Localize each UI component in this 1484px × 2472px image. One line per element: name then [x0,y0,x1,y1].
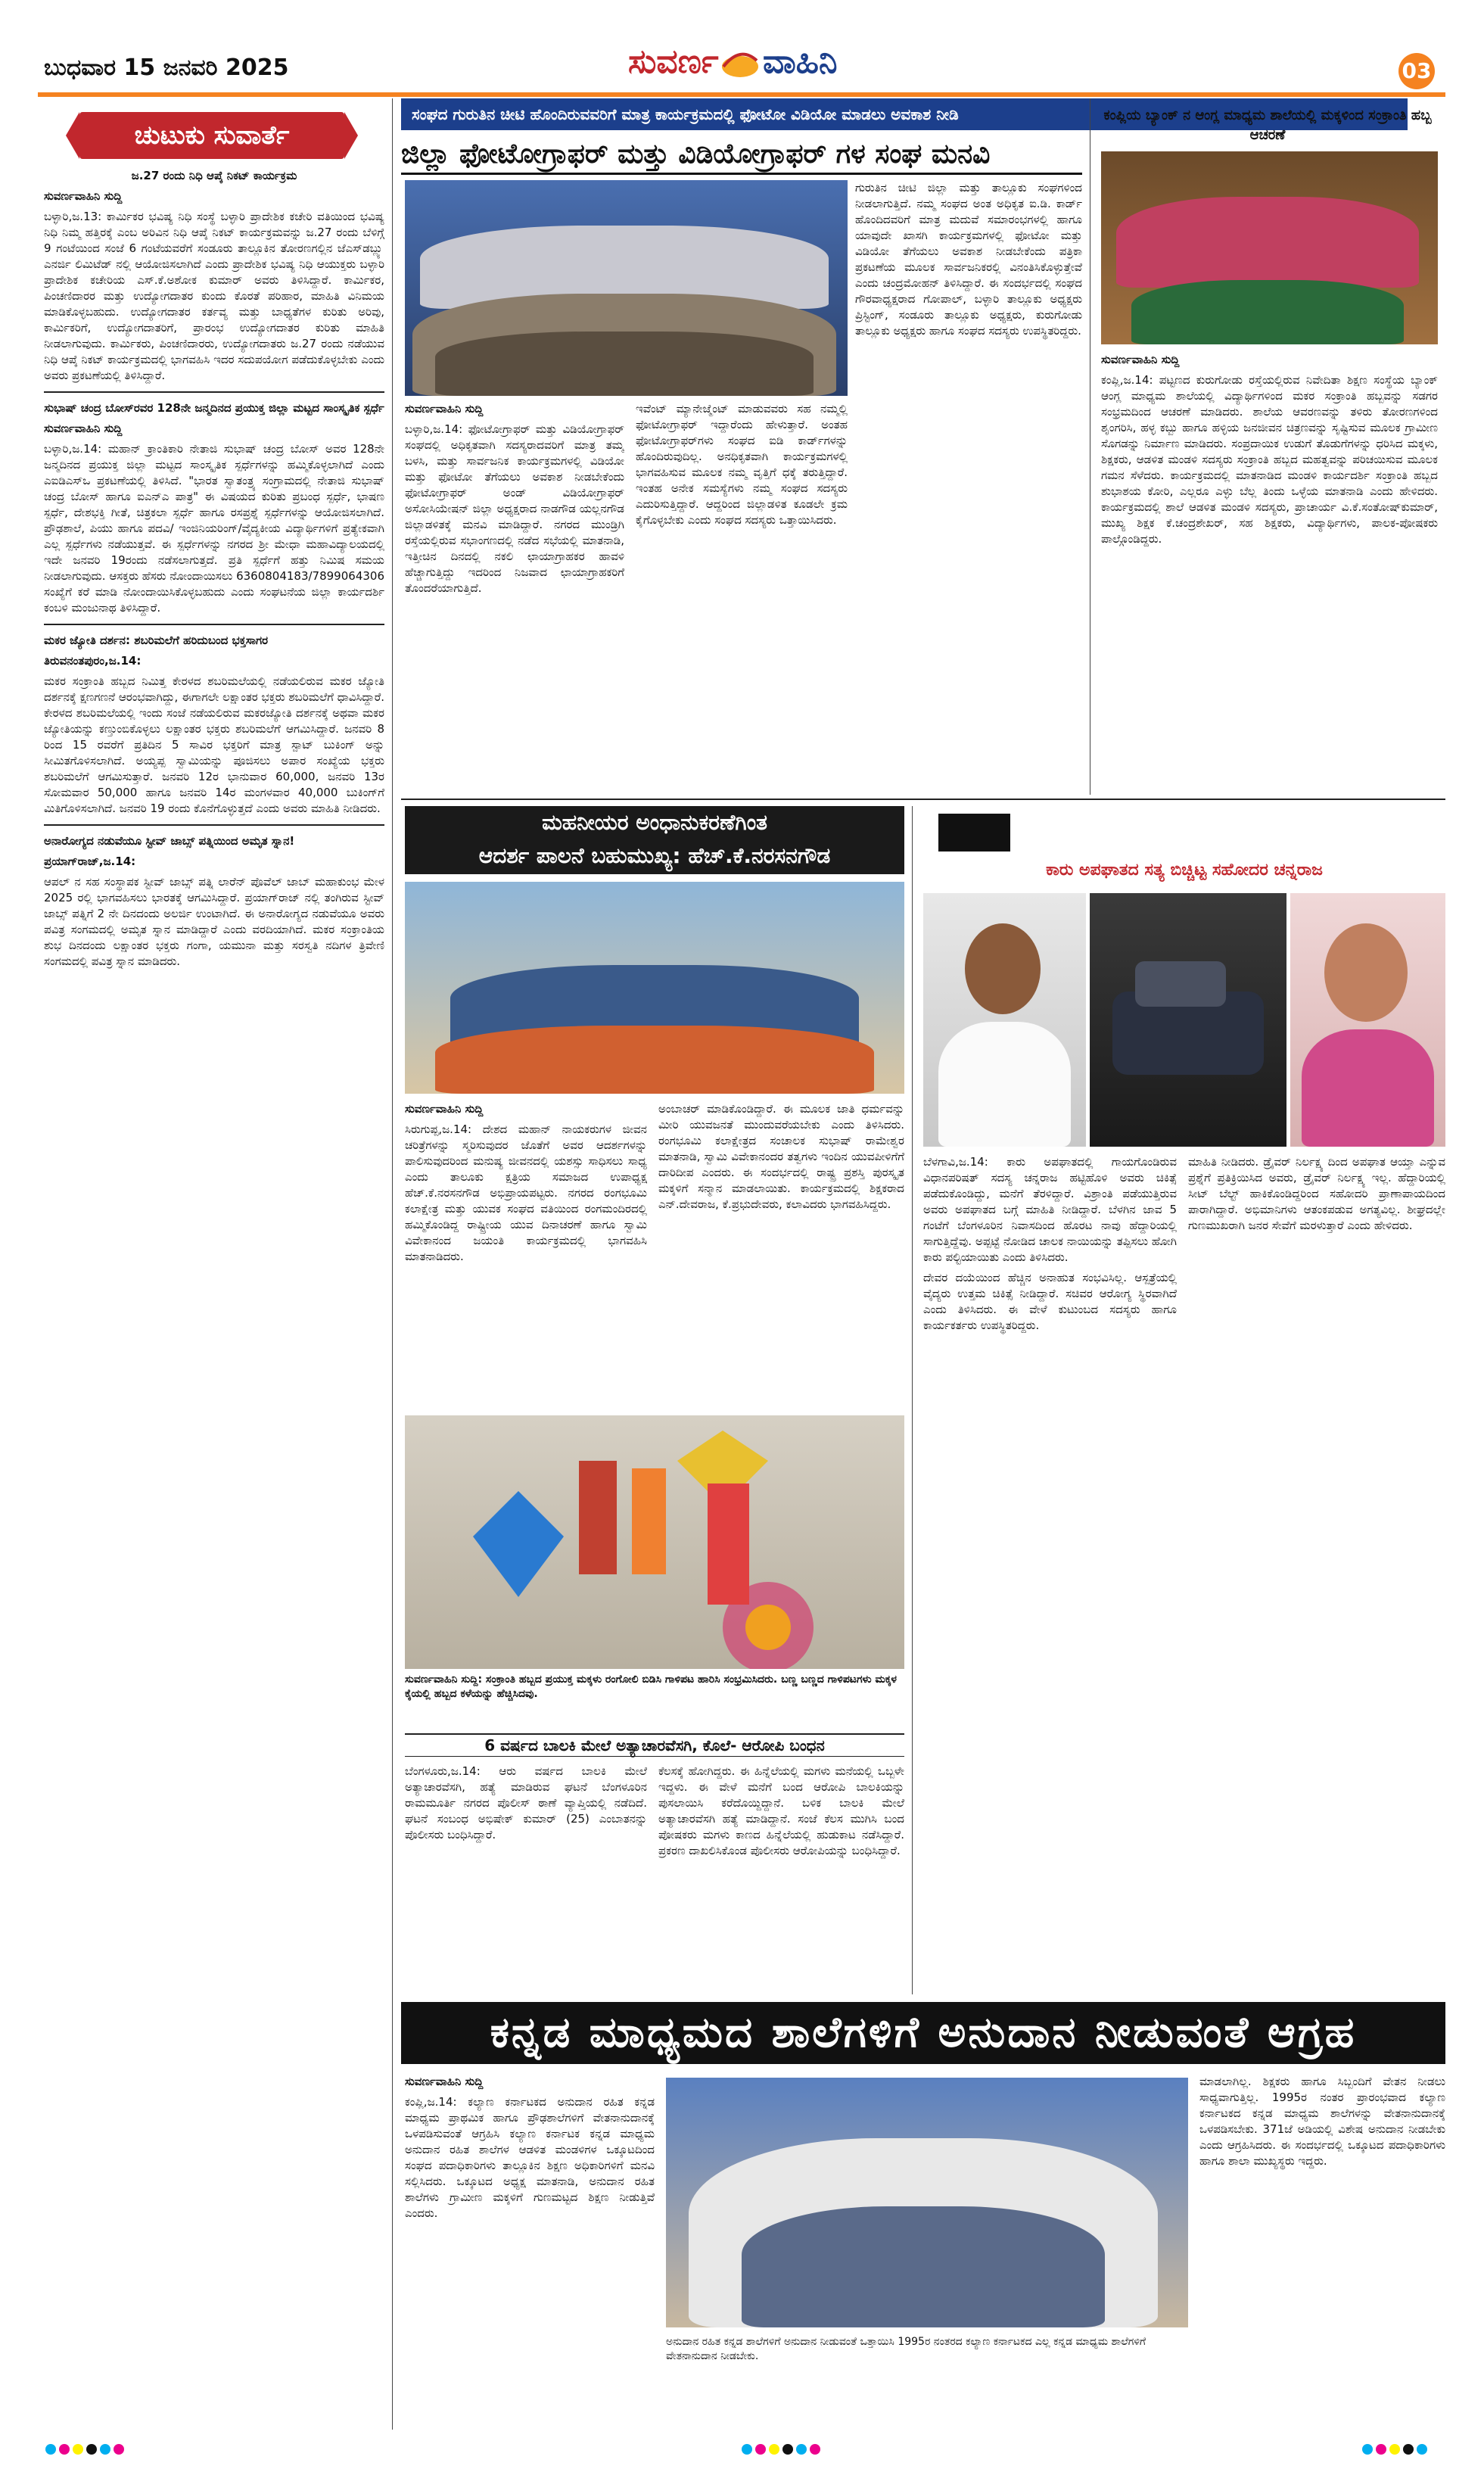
color-registration-marks [1362,2443,1430,2454]
ideal-parenting-body-b: ಅಂಬಾಚರ್ ಮಾಡಿಕೊಂಡಿದ್ದಾರೆ. ಈ ಮೂಲಕ ಜಾತಿ ಧರ್ಮವನ್ನು ಮೀರಿ ಯುವಜನತೆ ಮುಂದುವರೆಯಬೇಕು ಎಂದು ತಿಳಿಸಿದರು. ರಂಗಭೂಮಿ ಕಲಾಕ್ಷೇತ್ರದ ಸಂಚಾಲಕ ಸುಭಾಷ್ ರಾಮೇಶ್ವರ ಮಾತನಾಡಿ, ಸ್ವಾಮಿ ವಿವೇಕಾನಂದರ ತತ್ವಗಳು ಇಂದಿನ ಯುವಪೀಳಿಗೆಗೆ ದಾರಿದೀಪ ಎಂದರು. ಈ ಸಂದರ್ಭದಲ್ಲಿ ರಾಷ್ಟ್ರ ಪ್ರಶಸ್ತಿ ಪುರಸ್ಕೃತ ಮಕ್ಕಳಿಗೆ ಸನ್ಮಾನ ಮಾಡಲಾಯಿತು. ಕಾರ್ಯಕ್ರಮದಲ್ಲಿ ಶಿಕ್ಷಕರಾದ ಎನ್.ದೇವರಾಜ, ಕೆ.ಪ್ರಭುದೇವರು, ಕಲಾವಿದರು ಭಾಗವಹಿಸಿದ್ದರು. [658,1102,904,1211]
brief-news-column [44,168,384,2424]
ideal-parenting-headline-line2: ಆದರ್ಶ ಪಾಲನೆ ಬಹುಮುಖ್ಯ: ಹೆಚ್.ಕೆ.ನರಸನಗೌಡ [478,843,831,868]
photographers-col-a [405,401,624,795]
accident-body-a: ಬೆಳಗಾವಿ,ಜ.14: ಕಾರು ಅಪಘಾತದಲ್ಲಿ ಗಾಯಗೊಂಡಿರುವ ವಿಧಾನಪರಿಷತ್ ಸದಸ್ಯ ಚನ್ನರಾಜ ಹಟ್ಟಿಹೊಳಿ ಅವರು ಚಿಕಿತ್ಸೆ ಪಡೆದುಕೊಂಡಿದ್ದು, ಮನೆಗೆ ತೆರಳಿದ್ದಾರೆ. ವಿಶ್ರಾಂತಿ ಪಡೆಯುತ್ತಿರುವ ಅವರು ಅಪಘಾತದ ಬಗ್ಗೆ ಮಾಹಿತಿ ನೀಡಿದ್ದಾರೆ. ಬೆಳಗಿನ ಜಾವ 5 ಗಂಟೆಗೆ ಬೆಂಗಳೂರಿನ ನಿವಾಸದಿಂದ ಹೊರಟ ನಾವು ಹೆದ್ದಾರಿಯಲ್ಲಿ ಸಾಗುತ್ತಿದ್ದೆವು. ಅಪ್ಪಟ್ಟೆ ನೋಡಿದ ಚಾಲಕ ನಾಯಿಯನ್ನು ತಪ್ಪಿಸಲು ಹೋಗಿ ಕಾರು ಪಲ್ಟಿಯಾಯಿತು ಎಂದು ತಿಳಿಸಿದರು. [923,1155,1177,1264]
grant-caption: ಅನುದಾನ ರಹಿತ ಕನ್ನಡ ಶಾಲೆಗಳಿಗೆ ಅನುದಾನ ನೀಡುವಂತೆ ಒತ್ತಾಯಿಸಿ 1995ರ ನಂತರದ ಕಲ್ಯಾಣ ಕರ್ನಾಟಕದ ಎಲ್ಲ ಕನ್ನಡ ಮಾಧ್ಯಮ ಶಾಲೆಗಳಿಗೆ ವೇತನಾನುದಾನ ನೀಡಬೇಕು. [666,2336,1146,2362]
accident-headline: ಕಾರು ಅಪಘಾತದ ಸತ್ಯ ಬಿಚ್ಚಿಟ್ಟ ಸಹೋದರ ಚನ್ನರಾಜ [1046,861,1323,880]
page-number: 03 [1398,53,1435,89]
accident-col-a [923,1154,1177,1991]
brief-4-body: ಆಪಲ್ ನ ಸಹ ಸಂಸ್ಥಾಪಕ ಸ್ಟೀವ್ ಜಾಬ್ಸ್ ಪತ್ನಿ ಲಾರೆನ್ ಪೊವೆಲ್ ಜಾಬ್ ಮಹಾಕುಂಭ ಮೇಳ 2025 ರಲ್ಲಿ ಭಾಗವಹಿಸಲು ಭಾರತಕ್ಕೆ ಆಗಮಿಸಿದ್ದಾರೆ. ಪ್ರಯಾಗ್‌ರಾಜ್ ನಲ್ಲಿ ತಂಗಿರುವ ಸ್ಟೀವ್ ಜಾಬ್ಸ್ ಪತ್ನಿಗೆ 2 ನೇ ದಿನದಂದು ಅಲರ್ಜಿ ಉಂಟಾಗಿದೆ. ಈ ಅನಾರೋಗ್ಯದ ನಡುವೆಯೂ ಅವರು ಪವಿತ್ರ ಸಂಗಮದಲ್ಲಿ ಅಮೃತ ಸ್ನಾನ ಮಾಡಿದ್ದಾರೆ ಎಂದು ವರದಿಯಾಗಿದೆ. ಮಕರ ಸಂಕ್ರಾಂತಿಯ ಶುಭ ದಿನದಂದು ಲಕ್ಷಾಂತರ ಭಕ್ತರು ಗಂಗಾ, ಯಮುನಾ ಮತ್ತು ಸರಸ್ವತಿ ನದಿಗಳ ತ್ರಿವೇಣಿ ಸಂಗಮದಲ್ಲಿ ಪವಿತ್ರ ಸ್ನಾನ ಮಾಡಿದರು. [44,875,384,968]
brief-1-body: ಬಳ್ಳಾರಿ,ಜ.13: ಕಾರ್ಮಿಕರ ಭವಿಷ್ಯ ನಿಧಿ ಸಂಸ್ಥೆ ಬಳ್ಳಾರಿ ಪ್ರಾದೇಶಿಕ ಕಚೇರಿ ವತಿಯಿಂದ ಭವಿಷ್ಯ ನಿಧಿ ನಿಮ್ಮ ಹತ್ತಿರಕ್ಕೆ ಎಂಬ ಅರಿವಿನ ನಿಧಿ ಆಪ್ಕೆ ನಿಕಟ್ ಕಾರ್ಯಕ್ರಮವನ್ನು ಜ.27 ರಂದು ಬೆಳಿಗ್ಗೆ 9 ಗಂಟೆಯಿಂದ ಸಂಜೆ 6 ಗಂಟೆಯವರೆಗೆ ಸಂಡೂರು ತಾಲ್ಲೂಕಿನ ತೋರಣಗಲ್ಲಿನ ಜೆಎಸ್‌ಡಬ್ಲ್ಯು ಎನರ್ಜಿ ಲಿಮಿಟೆಡ್ ನಲ್ಲಿ ಆಯೋಜಿಸಲಾಗಿದೆ ಎಂದು ಪ್ರಾದೇಶಿಕ ಭವಿಷ್ಯ ನಿಧಿ ಆಯುಕ್ತರು ಬಳ್ಳಾರಿ ಪ್ರಾದೇಶಿಕ ಕಚೇರಿಯ ಎಸ್.ಕೆ.ಅಶೋಕ ಕುಮಾರ್ ಅವರು ತಿಳಿಸಿದ್ದಾರೆ. ಕಾರ್ಮಿಕರ, ಪಿಂಚಣಿದಾರರ ಮತ್ತು ಉದ್ಯೋಗದಾತರ ಕುಂದು ಕೊರತೆ ಪರಿಹಾರ, ಮಾಹಿತಿ ವಿನಿಮಯ ಮಾಡಿಕೊಳ್ಳಬಹುದು. ಉದ್ಯೋಗದಾತರ ಕರ್ತವ್ಯ ಮತ್ತು ಬಾಧ್ಯತೆಗಳ ಕುರಿತು ಅರಿವು, ಕಾರ್ಮಿಕರಿಗೆ, ಉದ್ಯೋಗದಾತರಿಗೆ, ಪ್ರಾರಂಭ ಉದ್ಯೋಗದಾತರ ಕುರಿತು ಮಾಹಿತಿ ನೀಡಲಾಗುವುದು. ಕಾರ್ಮಿಕರು, ಪಿಂಚಣಿದಾರರು, ಉದ್ಯೋಗದಾತರು ಜ.27 ರಂದು ನಡೆಯುವ ನಿಧಿ ಆಪ್ಕೆ ನಿಕಟ್ ಕಾರ್ಯಕ್ರಮದಲ್ಲಿ ಭಾಗವಹಿಸಿ ಇದರ ಸದುಪಯೋಗ ಪಡೆದುಕೊಳ್ಳಬೇಕು ಎಂದು ಅವರು ಪ್ರಕಟಣೆಯಲ್ಲಿ ತಿಳಿಸಿದ್ದಾರೆ. [44,210,384,382]
ideal-parenting-col-b [658,1101,904,1408]
logo-emblem-icon [719,45,761,80]
color-registration-marks [45,2443,127,2454]
kite-illustration [405,1415,904,1669]
accident-body-b: ಮಾಹಿತಿ ನೀಡಿದರು. ಡ್ರೈವರ್ ನಿರ್ಲಕ್ಷ್ಯ ದಿಂದ ಅಪಘಾತ ಆಯ್ತಾ ಎನ್ನುವ ಪ್ರಶ್ನೆಗೆ ಪ್ರತಿಕ್ರಿಯಿಸಿದ ಅವರು, ಡ್ರೈವರ್ ನಿರ್ಲಕ್ಷ್ಯ ಇಲ್ಲ. ಹೆದ್ದಾರಿಯಲ್ಲಿ ಸೀಟ್ ಬೆಲ್ಟ್ ಹಾಕಿಕೊಂಡಿದ್ದರಿಂದ ಸಹೋದರಿ ಪ್ರಾಣಾಪಾಯದಿಂದ ಪಾರಾಗಿದ್ದಾರೆ. ಅಭಿಮಾನಿಗಳು ಆತಂಕಪಡುವ ಅಗತ್ಯವಿಲ್ಲ. ಶೀಘ್ರದಲ್ಲೇ ಗುಣಮುಖರಾಗಿ ಜನರ ಸೇವೆಗೆ ಮರಳುತ್ತಾರೆ ಎಂದು ಹೇಳಿದರು. [1188,1155,1445,1232]
photographers-body-a: ಬಳ್ಳಾರಿ,ಜ.14: ಫೋಟೋಗ್ರಾಫರ್ ಮತ್ತು ವಿಡಿಯೋಗ್ರಾಫರ್ ಸಂಘದಲ್ಲಿ ಅಧಿಕೃತವಾಗಿ ಸದಸ್ಯರಾದವರಿಗೆ ಮಾತ್ರ ತಮ್ಮ ಬಳಸಿ, ಮತ್ತು ಸಾರ್ವಜನಿಕ ಕಾರ್ಯಕ್ರಮಗಳಲ್ಲಿ ವಿಡಿಯೋ ಮತ್ತು ಫೋಟೋ ತೆಗೆಯಲು ಅವಕಾಶ ನೀಡಬೇಕೆಂದು ಫೋಟೋಗ್ರಾಫರ್ ಅಂಡ್ ವಿಡಿಯೋಗ್ರಾಫರ್ ಅಸೋಸಿಯೇಷನ್ ಜಿಲ್ಲಾ ಅಧ್ಯಕ್ಷರಾದ ನಾಡಗೌಡ ಯಲ್ಲನಗೌಡ ಜಿಲ್ಲಾಡಳಿತಕ್ಕೆ ಮನವಿ ಮಾಡಿದ್ದಾರೆ. ನಗರದ ಮುಂಡ್ರಿಗಿ ರಸ್ತೆಯಲ್ಲಿರುವ ಸಭಾಂಗಣದಲ್ಲಿ ನಡೆದ ಸಭೆಯಲ್ಲಿ ಮಾತನಾಡಿ, ಇತ್ತೀಚಿನ ದಿನದಲ್ಲಿ ನಕಲಿ ಛಾಯಾಗ್ರಾಹಕರ ಹಾವಳಿ ಹೆಚ್ಚಾಗುತ್ತಿದ್ದು ಇದರಿಂದ ನಿಜವಾದ ಛಾಯಾಗ್ರಾಹಕರಿಗೆ ತೊಂದರೆಯಾಗುತ್ತಿದೆ. [405,422,624,595]
grant-body-a: ಕಂಪ್ಲಿ,ಜ.14: ಕಲ್ಯಾಣ ಕರ್ನಾಟಕದ ಅನುದಾನ ರಹಿತ ಕನ್ನಡ ಮಾಧ್ಯಮ ಪ್ರಾಥಮಿಕ ಹಾಗೂ ಪ್ರೌಢಶಾಲೆಗಳಿಗೆ ವೇತನಾನುದಾನಕ್ಕೆ ಒಳಪಡಿಸುವಂತೆ ಆಗ್ರಹಿಸಿ ಕಲ್ಯಾಣ ಕರ್ನಾಟಕ ಕನ್ನಡ ಮಾಧ್ಯಮ ಅನುದಾನ ರಹಿತ ಶಾಲೆಗಳ ಆಡಳಿತ ಮಂಡಳಿಗಳ ಒಕ್ಕೂಟದಿಂದ ಸಂಘದ ಪದಾಧಿಕಾರಿಗಳು ತಾಲ್ಲೂಕಿನ ಶಿಕ್ಷಣ ಅಧಿಕಾರಿಗಳಿಗೆ ಮನವಿ ಸಲ್ಲಿಸಿದರು. ಒಕ್ಕೂಟದ ಅಧ್ಯಕ್ಷ ಮಾತನಾಡಿ, ಅನುದಾನ ರಹಿತ ಶಾಲೆಗಳು ಗ್ರಾಮೀಣ ಮಕ್ಕಳಿಗೆ ಗುಣಮಟ್ಟದ ಶಿಕ್ಷಣ ನೀಡುತ್ತಿವೆ ಎಂದರು. [405,2095,655,2220]
pocso-body-a: ಬೆಂಗಳೂರು,ಜ.14: ಆರು ವರ್ಷದ ಬಾಲಕಿ ಮೇಲೆ ಅತ್ಯಾಚಾರವೆಸಗಿ, ಹತ್ಯೆ ಮಾಡಿರುವ ಘಟನೆ ಬೆಂಗಳೂರಿನ ರಾಮಮೂರ್ತಿ ನಗರದ ಪೊಲೀಸ್ ಠಾಣೆ ವ್ಯಾಪ್ತಿಯಲ್ಲಿ ನಡೆದಿದೆ. ಘಟನೆ ಸಂಬಂಧ ಅಭಿಷೇಕ್ ಕುಮಾರ್ (25) ಎಂಬಾತನನ್ನು ಪೊಲೀಸರು ಬಂಧಿಸಿದ್ದಾರೆ. [405,1764,647,1842]
photographers-group-photo [405,180,848,396]
ideal-parenting-headline [405,806,904,874]
accident-col-b [1188,1154,1445,1991]
minister-portrait [1290,893,1445,1147]
photographers-col-b [636,401,848,795]
kampli-body-column [1101,352,1438,799]
photographers-dateline: ಸುವರ್ಣವಾಹಿನಿ ಸುದ್ದಿ [405,402,484,416]
ideal-parenting-body-a: ಸಿರುಗುಪ್ಪ,ಜ.14: ದೇಶದ ಮಹಾನ್ ನಾಯಕರುಗಳ ಜೀವನ ಚರಿತ್ರೆಗಳನ್ನು ಸ್ಮರಿಸುವುದರ ಜೊತೆಗೆ ಅವರ ಆದರ್ಶಗಳನ್ನು ಪಾಲಿಸುವುದರಿಂದ ಮನುಷ್ಯ ಜೀವನದಲ್ಲಿ ಯಶಸ್ಸು ಸಾಧಿಸಲು ಸಾಧ್ಯ ಎಂದು ತಾಲೂಕು ಕ್ಷತ್ರಿಯ ಸಮಾಜದ ಉಪಾಧ್ಯಕ್ಷ ಹೆಚ್.ಕೆ.ನರಸನಗೌಡ ಅಭಿಪ್ರಾಯಪಟ್ಟರು. ನಗರದ ರಂಗಭೂಮಿ ಕಲಾಕ್ಷೇತ್ರ ಮತ್ತು ಯುವಕ ಸಂಘದ ವತಿಯಿಂದ ರಂಗಮಂದಿರದಲ್ಲಿ ಹಮ್ಮಿಕೊಂಡಿದ್ದ ರಾಷ್ಟ್ರೀಯ ಯುವ ದಿನಾಚರಣೆ ಹಾಗೂ ಸ್ವಾಮಿ ವಿವೇಕಾನಂದ ಜಯಂತಿ ಕಾರ್ಯಕ್ರಮದಲ್ಲಿ ಭಾಗವಹಿಸಿ ಮಾತನಾಡಿದರು. [405,1122,647,1263]
logo-text-right: ವಾಹಿನಿ [763,42,838,81]
grant-headline-banner: ಕನ್ನಡ ಮಾಧ್ಯಮದ ಶಾಲೆಗಳಿಗೆ ಅನುದಾನ ನೀಡುವಂತೆ ಆಗ್ರಹ [401,2002,1445,2064]
grant-body-b: ಮಾಡಲಾಗಿಲ್ಲ. ಶಿಕ್ಷಕರು ಹಾಗೂ ಸಿಬ್ಬಂದಿಗೆ ವೇತನ ನೀಡಲು ಸಾಧ್ಯವಾಗುತ್ತಿಲ್ಲ. 1995ರ ನಂತರ ಪ್ರಾರಂಭವಾದ ಕಲ್ಯಾಣ ಕರ್ನಾಟಕದ ಕನ್ನಡ ಮಾಧ್ಯಮ ಶಾಲೆಗಳನ್ನು ವೇತನಾನುದಾನಕ್ಕೆ ಒಳಪಡಿಸಬೇಕು. 371ಜೆ ಅಡಿಯಲ್ಲಿ ವಿಶೇಷ ಅನುದಾನ ನೀಡಬೇಕು ಎಂದು ಆಗ್ರಹಿಸಿದರು. ಈ ಸಂದರ್ಭದಲ್ಲಿ ಒಕ್ಕೂಟದ ಪದಾಧಿಕಾರಿಗಳು ಹಾಗೂ ಶಾಲಾ ಮುಖ್ಯಸ್ಥರು ಇದ್ದರು. [1199,2075,1445,2168]
accident-label-block [938,814,1010,852]
kampli-body: ಕಂಪ್ಲಿ,ಜ.14: ಪಟ್ಟಣದ ಕುರುಗೋಡು ರಸ್ತೆಯಲ್ಲಿರುವ ನಿವೇದಿತಾ ಶಿಕ್ಷಣ ಸಂಸ್ಥೆಯ ಬ್ಯಾಂಕ್ ಆಂಗ್ಲ ಮಾಧ್ಯಮ ಶಾಲೆಯಲ್ಲಿ ವಿದ್ಯಾರ್ಥಿಗಳಿಂದ ಮಕರ ಸಂಕ್ರಾಂತಿ ಹಬ್ಬವನ್ನು ಸಡಗರ ಸಂಭ್ರಮದಿಂದ ಆಚರಣೆ ಮಾಡಿದರು. ಶಾಲೆಯ ಆವರಣವನ್ನು ತಳಿರು ತೋರಣಗಳಿಂದ ಶೃಂಗರಿಸಿ, ಹಳ್ಳ ಕಬ್ಬು ಹಾಗೂ ಹಳ್ಳಿಯ ಜನಜೀವನ ಚಿತ್ರಣವನ್ನು ಸೃಷ್ಟಿಸುವ ಮೂಲಕ ಗ್ರಾಮೀಣ ಸೊಗಡನ್ನು ನಿರ್ಮಾಣ ಮಾಡಿದರು. ಸಂಪ್ರದಾಯಿಕ ಉಡುಗೆ ತೊಡುಗೆಗಳನ್ನು ಧರಿಸಿದ ಮಕ್ಕಳು, ಶಿಕ್ಷಕರು, ಆಡಳಿತ ಮಂಡಳಿ ಸದಸ್ಯರು ಸಂಕ್ರಾಂತಿ ಹಬ್ಬದ ಮಹತ್ವವನ್ನು ಪರಿಚಯಿಸುವ ಮೂಲಕ ಗಮನ ಸೆಳೆದರು. ಕಾರ್ಯಕ್ರಮದಲ್ಲಿ ಮಾತನಾಡಿದ ಮಂಡಳಿ ಕಾರ್ಯದರ್ಶಿ ಸಂಕ್ರಾಂತಿ ಹಬ್ಬದ ಶುಭಾಶಯ ಕೋರಿ, ಎಲ್ಲರೂ ಎಳ್ಳು ಬೆಲ್ಲ ತಿಂದು ಒಳ್ಳೆಯ ಮಾತನಾಡಿ ಎಂದು ಹೇಳಿದರು. ಕಾರ್ಯಕ್ರಮದಲ್ಲಿ ಶಾಲೆ ಆಡಳಿತ ಮಂಡಳಿ ಸದಸ್ಯರು, ಪ್ರಾಚಾರ್ಯ ವಿ.ಕೆ.ಸಂತೋಷ್‌ಕುಮಾರ್, ಮುಖ್ಯ ಶಿಕ್ಷಕ ಕೆ.ಚಂದ್ರಶೇಖರ್, ಸಹ ಶಿಕ್ಷಕರು, ವಿದ್ಯಾರ್ಥಿಗಳು, ಪಾಲಕ-ಪೋಷಕರು ಪಾಲ್ಗೊಂಡಿದ್ದರು. [1101,373,1438,546]
brief-2-title: ಸುಭಾಷ್ ಚಂದ್ರ ಬೋಸ್‌ರವರ 128ನೇ ಜನ್ಮದಿನದ ಪ್ರಯುಕ್ತ ಜಿಲ್ಲಾ ಮಟ್ಟದ ಸಾಂಸ್ಕೃತಿಕ ಸ್ಪರ್ಧೆ [44,401,384,415]
brief-1-dateline: ಸುವರ್ಣವಾಹಿನಿ ಸುದ್ದಿ [44,189,123,203]
sankranti-kite-photo [405,1415,904,1669]
ideal-parenting-col-a [405,1101,647,1408]
sankranti-caption: ಸುವರ್ಣವಾಹಿನಿ ಸುದ್ದಿ: ಸಂಕ್ರಾಂತಿ ಹಬ್ಬದ ಪ್ರಯುಕ್ತ ಮಕ್ಕಳು ರಂಗೋಲಿ ಬಿಡಿಸಿ ಗಾಳಿಪಟ ಹಾರಿಸಿ ಸಂಭ್ರಮಿಸಿದರು. ಬಣ್ಣ ಬಣ್ಣದ ಗಾಳಿಪಟಗಳು ಮಕ್ಕಳ ಕೈಯಲ್ಲಿ ಹಬ್ಬದ ಕಳೆಯನ್ನು ಹೆಚ್ಚಿಸಿದವು. [405,1673,897,1700]
kampli-headline: ಕಂಪ್ಲಿಯ ಬ್ಯಾಂಕ್ ನ ಆಂಗ್ಲ ಮಾಧ್ಯಮ ಶಾಲೆಯಲ್ಲಿ ಮಕ್ಕಳಿಂದ ಸಂಕ್ರಾಂತಿ ಹಬ್ಬ ಆಚರಣೆ [1103,107,1432,143]
issue-date: ಬುಧವಾರ 15 ಜನವರಿ 2025 [44,54,289,81]
car-wreck-photo [1090,893,1286,1147]
brief-4-dateline: ಪ್ರಯಾಗ್‌ರಾಜ್,ಜ.14: [44,855,136,868]
ideal-parenting-headline-line1: ಮಹನೀಯರ ಅಂಧಾನುಕರಣೆಗಿಂತ [542,810,767,835]
section-banner: ಚುಟುಕು ಸುವಾರ್ತೆ [79,112,344,159]
logo-text-left: ಸುವರ್ಣ [628,42,719,81]
pocso-col-a [405,1764,647,1991]
ideal-parenting-dateline: ಸುವರ್ಣವಾಹಿನಿ ಸುದ್ದಿ [405,1102,484,1116]
brief-3-body: ಮಕರ ಸಂಕ್ರಾಂತಿ ಹಬ್ಬದ ನಿಮಿತ್ತ ಕೇರಳದ ಶಬರಿಮಲೆಯಲ್ಲಿ ನಡೆಯಲಿರುವ ಮಕರ ಜ್ಯೋತಿ ದರ್ಶನಕ್ಕೆ ಕ್ಷಣಗಣನೆ ಆರಂಭವಾಗಿದ್ದು, ಈಗಾಗಲೇ ಲಕ್ಷಾಂತರ ಭಕ್ತರು ಶಬರಿಮಲೆಗೆ ಧಾವಿಸಿದ್ದಾರೆ. ಕೇರಳದ ಶಬರಿಮಲೆಯಲ್ಲಿ ಇಂದು ಸಂಜೆ ನಡೆಯಲಿರುವ ಮಕರಜ್ಯೋತಿ ದರ್ಶನಕ್ಕೆ ಅಥವಾ ಮಕರ ಜ್ಯೋತಿಯನ್ನು ಕಣ್ತುಂಬಿಕೊಳ್ಳಲು ಲಕ್ಷಾಂತರ ಭಕ್ತರು ಶಬರಿಮಲೆಗೆ ಆಗಮಿಸಿದ್ದಾರೆ. ಜನವರಿ 8 ರಿಂದ 15 ರವರೆಗೆ ಪ್ರತಿದಿನ 5 ಸಾವಿರ ಭಕ್ತರಿಗೆ ಮಾತ್ರ ಸ್ಪಾಟ್ ಬುಕಿಂಗ್ ಅನ್ನು ಸೀಮಿತಗೊಳಿಸಲಾಗಿದೆ. ಅಯ್ಯಪ್ಪ ಸ್ವಾಮಿಯನ್ನು ಪೂಜಿಸಲು ಅಪಾರ ಸಂಖ್ಯೆಯ ಭಕ್ತರು ಶಬರಿಮಲೆಗೆ ಆಗಮಿಸುತ್ತಾರೆ. ಜನವರಿ 12ರ ಭಾನುವಾರ 60,000, ಜನವರಿ 13ರ ಸೋಮವಾರ 50,000 ಹಾಗೂ ಜನವರಿ 14ರ ಮಂಗಳವಾರ 40,000 ಬುಕಿಂಗ್‌ಗೆ ಮಿತಿಗೊಳಿಸಲಾಗಿದೆ. ಜನವರಿ 19 ರಂದು ಕೊನೆಗೊಳ್ಳುತ್ತದೆ ಎಂದು ಅವರು ಮಾಹಿತಿ ನೀಡಿದರು. [44,674,384,815]
photographers-col-c [855,180,1082,795]
accident-body-c: ದೇವರ ದಯೆಯಿಂದ ಹೆಚ್ಚಿನ ಅನಾಹುತ ಸಂಭವಿಸಿಲ್ಲ. ಆಸ್ಪತ್ರೆಯಲ್ಲಿ ವೈದ್ಯರು ಉತ್ತಮ ಚಿಕಿತ್ಸೆ ನೀಡಿದ್ದಾರೆ. ಸಚಿವರ ಆರೋಗ್ಯ ಸ್ಥಿರವಾಗಿದೆ ಎಂದು ತಿಳಿಸಿದರು. ಈ ವೇಳೆ ಕುಟುಂಬದ ಸದಸ್ಯರು ಹಾಗೂ ಕಾರ್ಯಕರ್ತರು ಉಪಸ್ಥಿತರಿದ್ದರು. [923,1271,1177,1332]
brief-3-title: ಮಕರ ಜ್ಯೋತಿ ದರ್ಶನ: ಶಬರಿಮಲೆಗೆ ಹರಿದುಬಂದ ಭಕ್ತಸಾಗರ [44,634,269,647]
brief-2-body: ಬಳ್ಳಾರಿ,ಜ.14: ಮಹಾನ್ ಕ್ರಾಂತಿಕಾರಿ ನೇತಾಜಿ ಸುಭಾಷ್ ಚಂದ್ರ ಬೋಸ್ ಅವರ 128ನೇ ಜನ್ಮದಿನದ ಪ್ರಯುಕ್ತ ಜಿಲ್ಲಾ ಮಟ್ಟದ ಸಾಂಸ್ಕೃತಿಕ ಸ್ಪರ್ಧೆಗಳನ್ನು ಹಮ್ಮಿಕೊಳ್ಳಲಾಗಿದೆ ಎಂದು ಎಐಡಿಎಸ್‌ಒ ಪ್ರಕಟಣೆಯಲ್ಲಿ ತಿಳಿಸಿದೆ. "ಭಾರತ ಸ್ವಾತಂತ್ರ್ಯ ಸಂಗ್ರಾಮದಲ್ಲಿ ನೇತಾಜಿ ಸುಭಾಷ್ ಚಂದ್ರ ಬೋಸ್ ಹಾಗೂ ಐಎನ್‌ಎ ಪಾತ್ರ" ಈ ವಿಷಯದ ಕುರಿತು ಪ್ರಬಂಧ ಸ್ಪರ್ಧೆ, ಭಾಷಣ ಸ್ಪರ್ಧೆ, ದೇಶಭಕ್ತಿ ಗೀತೆ, ಚಿತ್ರಕಲಾ ಸ್ಪರ್ಧೆ ಹಾಗೂ ರಸಪ್ರಶ್ನೆ ಸ್ಪರ್ಧೆಗಳನ್ನು ಆಯೋಜಿಸಲಾಗಿದೆ. ಪ್ರೌಢಶಾಲೆ, ಪಿಯು ಹಾಗೂ ಪದವಿ/ ಇಂಜಿನಿಯರಿಂಗ್/ವೈದ್ಯಕೀಯ ವಿದ್ಯಾರ್ಥಿಗಳಿಗೆ ಪ್ರತ್ಯೇಕವಾಗಿ ಎಲ್ಲ ಸ್ಪರ್ಧೆಗಳು ನಡೆಯುತ್ತವೆ. ಈ ಸ್ಪರ್ಧೆಗಳನ್ನು ನಗರದ ಶ್ರೀ ಮೇಧಾ ಮಹಾವಿದ್ಯಾಲಯದಲ್ಲಿ ಇದೇ ಜನವರಿ 19ರಂದು ನಡೆಸಲಾಗುತ್ತದೆ. ಪ್ರತಿ ಸ್ಪರ್ಧೆಗೆ ಹತ್ತು ನಿಮಿಷ ಸಮಯ ನೀಡಲಾಗುವುದು. ಆಸಕ್ತರು ಹೆಸರು ನೋಂದಾಯಿಸಲು 6360804183/7899064306 ಸಂಖ್ಯೆಗೆ ಕರೆ ಮಾಡಿ ನೋಂದಾಯಿಸಿಕೊಳ್ಳಬಹುದು ಎಂದು ಸಂಘಟನೆಯ ಜಿಲ್ಲಾ ಕಾರ್ಯದರ್ಶಿ ಕಂಬಳಿ ಮಂಜುನಾಥ ತಿಳಿಸಿದ್ದಾರೆ. [44,442,384,615]
brief-3-dateline: ತಿರುವನಂತಪುರಂ,ಜ.14: [44,654,142,668]
brief-2-dateline: ಸುವರ್ಣವಾಹಿನಿ ಸುದ್ದಿ [44,422,123,435]
grant-col-b [1199,2074,1445,2430]
photographers-headline: ಜಿಲ್ಲಾ ಫೋಟೋಗ್ರಾಫರ್ ಮತ್ತು ವಿಡಿಯೋಗ್ರಾಫರ್ ಗಳ ಸಂಘ ಮನವಿ [401,136,1082,175]
color-registration-marks [742,2443,823,2454]
brief-4-title: ಅನಾರೋಗ್ಯದ ನಡುವೆಯೂ ಸ್ಟೀವ್ ಜಾಬ್ಸ್ ಪತ್ನಿಯಿಂದ ಅಮೃತ ಸ್ನಾನ! [44,834,295,848]
kampli-dateline: ಸುವರ್ಣವಾಹಿನಿ ಸುದ್ದಿ [1101,353,1180,366]
ideal-parenting-photo [405,882,904,1094]
newspaper-logo [598,41,885,85]
top-banner: ಸಂಘದ ಗುರುತಿನ ಚೀಟಿ ಹೊಂದಿರುವವರಿಗೆ ಮಾತ್ರ ಕಾರ್ಯಕ್ರಮದಲ್ಲಿ ಫೋಟೋ ವಿಡಿಯೋ ಮಾಡಲು ಅವಕಾಶ ನೀಡಿ [401,98,1408,130]
photographers-body-b: ಇವೆಂಟ್ ಮ್ಯಾನೇಜ್ಮೆಂಟ್ ಮಾಡುವವರು ಸಹ ನಮ್ಮಲ್ಲಿ ಫೋಟೋಗ್ರಾಫರ್ ಇದ್ದಾರೆಂದು ಹೇಳುತ್ತಾರೆ. ಅಂತಹ ಫೋಟೋಗ್ರಾಫರ್‌ಗಳು ಸಂಘದ ಐಡಿ ಕಾರ್ಡ್‌ಗಳನ್ನು ಹೊಂದಿರುವುದಿಲ್ಲ. ಅನಧಿಕೃತವಾಗಿ ಕಾರ್ಯಕ್ರಮಗಳಲ್ಲಿ ಭಾಗವಹಿಸುವ ಮೂಲಕ ನಮ್ಮ ವೃತ್ತಿಗೆ ಧಕ್ಕೆ ತರುತ್ತಿದ್ದಾರೆ. ಇಂತಹ ಅನೇಕ ಸಮಸ್ಯೆಗಳು ನಮ್ಮ ಸಂಘದ ಸದಸ್ಯರು ಎದುರಿಸುತ್ತಿದ್ದಾರೆ. ಆದ್ದರಿಂದ ಜಿಲ್ಲಾಡಳಿತ ಕೂಡಲೇ ಕ್ರಮ ಕೈಗೊಳ್ಳಬೇಕು ಎಂದು ಸಂಘದ ಸದಸ್ಯರು ಒತ್ತಾಯಿಸಿದರು. [636,402,848,527]
brief-1-title: ಜ.27 ರಂದು ನಿಧಿ ಆಪ್ಕೆ ನಿಕಟ್ ಕಾರ್ಯಕ್ರಮ [131,169,297,182]
photographers-body-c: ಗುರುತಿನ ಚೀಟಿ ಜಿಲ್ಲಾ ಮತ್ತು ತಾಲ್ಲೂಕು ಸಂಘಗಳಿಂದ ನೀಡಲಾಗುತ್ತಿದೆ. ನಮ್ಮ ಸಂಘದ ಅಂತ ಅಧಿಕೃತ ಐ.ಡಿ. ಕಾರ್ಡ್ ಹೊಂದಿದವರಿಗೆ ಮಾತ್ರ ಮದುವೆ ಸಮಾರಂಭಗಳಲ್ಲಿ ಹಾಗೂ ಯಾವುದೇ ಖಾಸಗಿ ಕಾರ್ಯಕ್ರಮಗಳಲ್ಲಿ ಫೋಟೋ ಮತ್ತು ವಿಡಿಯೋ ತೆಗೆಯಲು ಅವಕಾಶ ನೀಡಬೇಕೆಂದು ಪತ್ರಿಕಾ ಪ್ರಕಟಣೆಯ ಮೂಲಕ ಸಾರ್ವಜನಿಕರಲ್ಲಿ ವಿನಂತಿಸಿಕೊಳ್ಳುತ್ತೇವೆ ಎಂದು ಚಂದ್ರಮೋಹನ್ ತಿಳಿಸಿದ್ದಾರೆ. ಈ ಸಂದರ್ಭದಲ್ಲಿ ಸಂಘದ ಗೌರವಾಧ್ಯಕ್ಷರಾದ ಗೋಪಾಲ್, ಬಳ್ಳಾರಿ ತಾಲ್ಲೂಕು ಅಧ್ಯಕ್ಷರು ಪ್ರಿಸ್ಟಿಂಗ್, ಸಂಡೂರು ತಾಲ್ಲೂಕು ಅಧ್ಯಕ್ಷರು, ಕುರುಗೋಡು ತಾಲ್ಲೂಕು ಅಧ್ಯಕ್ಷರು ಹಾಗೂ ಸಂಘದ ಸದಸ್ಯರು ಉಪಸ್ಥಿತರಿದ್ದರು. [855,181,1082,338]
grant-memorandum-photo [666,2078,1188,2327]
column-rule [392,98,393,2430]
channaraj-portrait [923,893,1086,1147]
pocso-col-b [658,1764,904,1991]
section-rule [401,799,1445,800]
kampli-school-photo [1101,151,1438,344]
masthead-rule [38,92,1445,97]
column-rule [912,806,913,1994]
grant-col-a [405,2074,655,2430]
pocso-headline: 6 ವರ್ಷದ ಬಾಲಕಿ ಮೇಲೆ ಅತ್ಯಾಚಾರವೆಸಗಿ, ಕೊಲೆ- ಆರೋಪಿ ಬಂಧನ [405,1733,904,1757]
pocso-body-b: ಕೆಲಸಕ್ಕೆ ಹೋಗಿದ್ದರು. ಈ ಹಿನ್ನೆಲೆಯಲ್ಲಿ ಮಗಳು ಮನೆಯಲ್ಲಿ ಒಬ್ಬಳೇ ಇದ್ದಳು. ಈ ವೇಳೆ ಮನೆಗೆ ಬಂದ ಆರೋಪಿ ಬಾಲಕಿಯನ್ನು ಪುಸಲಾಯಿಸಿ ಕರೆದೊಯ್ದಿದ್ದಾನೆ. ಬಳಿಕ ಬಾಲಕಿ ಮೇಲೆ ಅತ್ಯಾಚಾರವೆಸಗಿ ಹತ್ಯೆ ಮಾಡಿದ್ದಾನೆ. ಸಂಜೆ ಕೆಲಸ ಮುಗಿಸಿ ಬಂದ ಪೋಷಕರು ಮಗಳು ಕಾಣದ ಹಿನ್ನೆಲೆಯಲ್ಲಿ ಹುಡುಕಾಟ ನಡೆಸಿದ್ದಾರೆ. ಪ್ರಕರಣ ದಾಖಲಿಸಿಕೊಂಡ ಪೊಲೀಸರು ಆರೋಪಿಯನ್ನು ಬಂಧಿಸಿದ್ದಾರೆ. [658,1764,904,1857]
grant-dateline: ಸುವರ್ಣವಾಹಿನಿ ಸುದ್ದಿ [405,2075,484,2088]
